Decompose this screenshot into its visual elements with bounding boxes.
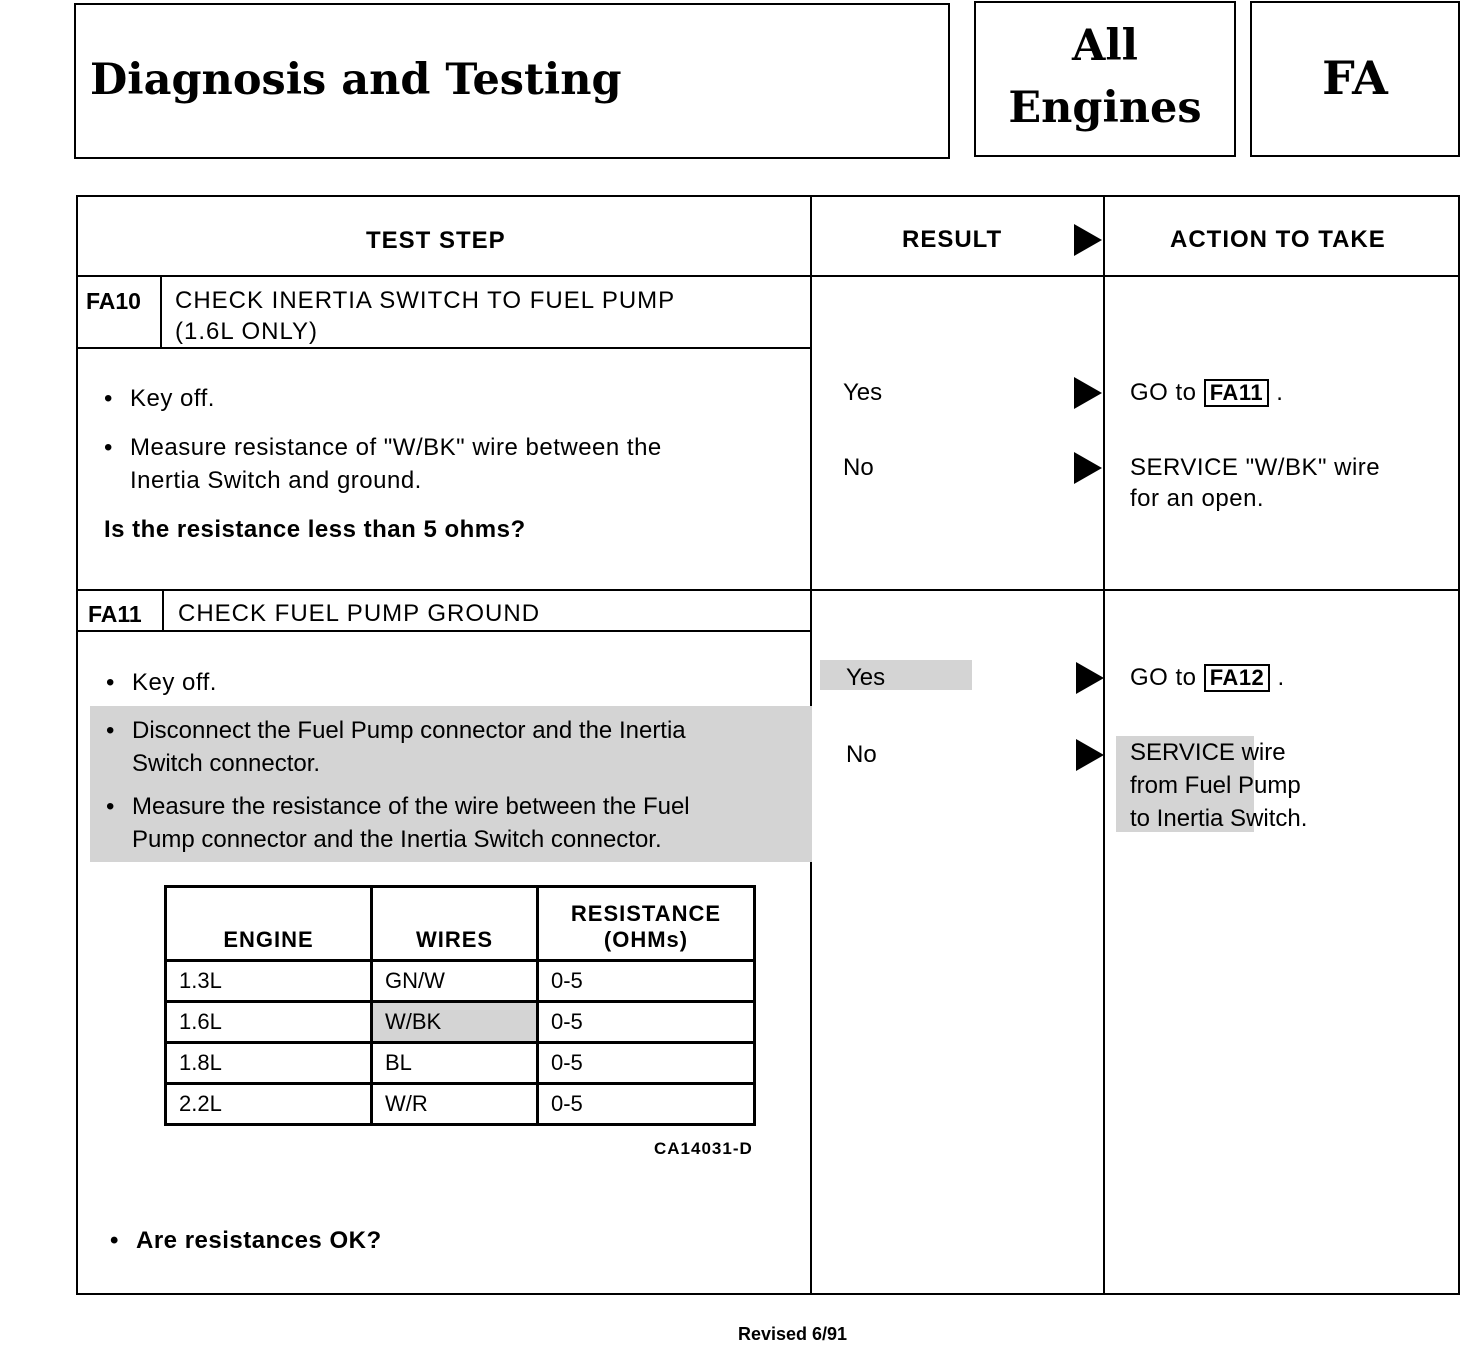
fa10-no-arrow-icon	[1074, 452, 1102, 484]
bullet-icon: •	[104, 434, 113, 461]
fa10-action-yes-text: GO to	[1130, 379, 1197, 406]
engine-cell: 1.6L	[166, 1002, 372, 1043]
table-row	[166, 1084, 755, 1125]
fa11-bullet2-line1: Disconnect the Fuel Pump connector and the Inertia	[132, 717, 686, 744]
resistance-cell: 0-5	[538, 1002, 755, 1043]
fa11-action-no-line1: SERVICE wire	[1130, 739, 1286, 766]
fa11-step-id: FA11	[88, 601, 142, 627]
table-row	[166, 961, 755, 1002]
figure-id: CA14031-D	[654, 1139, 753, 1158]
engines-box	[974, 1, 1236, 157]
step-divider	[76, 589, 1460, 591]
engines-line1: All	[1071, 21, 1139, 71]
fa10-bullet2-line2: Inertia Switch and ground.	[130, 467, 422, 494]
fa10-goto-ref[interactable]: FA11	[1204, 379, 1269, 407]
revision-footer: Revised 6/91	[738, 1324, 848, 1344]
fa11-action-yes	[1130, 662, 1285, 693]
engine-cell: 2.2L	[166, 1084, 372, 1125]
fa10-result-yes: Yes	[843, 379, 883, 406]
fa11-action-yes-suffix: .	[1277, 664, 1285, 691]
col-engine-header: ENGINE	[166, 887, 372, 961]
fa11-bullet1: Key off.	[132, 669, 217, 696]
page-title: Diagnosis and Testing	[90, 55, 622, 105]
fa10-step-title-line1: CHECK INERTIA SWITCH TO FUEL PUMP	[175, 287, 676, 314]
fa11-title-divider	[76, 630, 810, 632]
section-box	[1250, 1, 1460, 157]
fa10-step-id: FA10	[86, 288, 141, 314]
fa11-id-divider	[162, 591, 164, 630]
fa11-goto-ref[interactable]: FA12	[1204, 664, 1271, 692]
fa10-id-divider	[160, 277, 162, 347]
col-wires-header: WIRES	[372, 887, 538, 961]
fa11-bullet3-line1: Measure the resistance of the wire between the Fuel	[132, 793, 690, 820]
fa10-action-no-line2: for an open.	[1130, 485, 1265, 512]
fa10-title-divider	[76, 347, 810, 349]
fa10-bullet2-line1: Measure resistance of "W/BK" wire between the	[130, 434, 662, 461]
fa10-step-title-line2: (1.6L ONLY)	[175, 318, 319, 345]
fa10-bullet1: Key off.	[130, 385, 215, 412]
section-code: FA	[1322, 51, 1388, 105]
header-test-step: TEST STEP	[366, 227, 506, 254]
engine-cell: 1.8L	[166, 1043, 372, 1084]
bullet-icon: •	[106, 717, 115, 744]
bullet-icon: •	[106, 669, 115, 696]
wires-cell: W/R	[372, 1084, 538, 1125]
engines-line2: Engines	[1008, 83, 1202, 133]
col-resistance-header-line1: RESISTANCE	[570, 901, 722, 926]
col-resistance-header	[538, 887, 755, 961]
fa11-yes-highlight	[820, 660, 972, 690]
resistance-cell: 0-5	[538, 961, 755, 1002]
fa11-yes-arrow-icon	[1076, 662, 1104, 694]
fa10-question: Is the resistance less than 5 ohms?	[104, 516, 526, 543]
resistance-cell: 0-5	[538, 1043, 755, 1084]
bullet-icon: •	[104, 385, 113, 412]
bullet-icon: •	[110, 1227, 119, 1254]
fa11-action-no-line3: to Inertia Switch.	[1130, 805, 1308, 832]
table-row	[166, 1002, 755, 1043]
fa11-no-arrow-icon	[1076, 739, 1104, 771]
wires-cell: W/BK	[372, 1002, 538, 1043]
fa11-result-no: No	[846, 741, 877, 768]
fa11-bullet2-line2: Switch connector.	[132, 750, 321, 777]
resistance-cell: 0-5	[538, 1084, 755, 1125]
fa10-action-yes-suffix: .	[1276, 379, 1284, 406]
fa11-result-yes: Yes	[846, 664, 886, 691]
fa11-bullet3-line2: Pump connector and the Inertia Switch connector.	[132, 826, 662, 853]
fa10-result-no: No	[843, 454, 874, 481]
resistance-table	[164, 885, 756, 1126]
col-resistance-header-line2: (OHMs)	[603, 927, 689, 952]
fa11-step-title: CHECK FUEL PUMP GROUND	[178, 600, 541, 627]
wires-cell: BL	[372, 1043, 538, 1084]
header-row-divider	[76, 275, 1460, 277]
header-result-arrow-icon	[1074, 224, 1102, 256]
header-result: RESULT	[902, 226, 1003, 253]
table-row	[166, 1043, 755, 1084]
engine-cell: 1.3L	[166, 961, 372, 1002]
fa11-action-no-line2: from Fuel Pump	[1130, 772, 1301, 799]
title-box	[74, 3, 950, 159]
wires-cell: GN/W	[372, 961, 538, 1002]
fa11-action-yes-text: GO to	[1130, 664, 1197, 691]
header-action: ACTION TO TAKE	[1170, 226, 1386, 253]
fa11-question: Are resistances OK?	[136, 1227, 382, 1254]
fa10-action-yes	[1130, 377, 1283, 408]
bullet-icon: •	[106, 793, 115, 820]
fa10-yes-arrow-icon	[1074, 377, 1102, 409]
fa10-action-no-line1: SERVICE "W/BK" wire	[1130, 454, 1381, 481]
